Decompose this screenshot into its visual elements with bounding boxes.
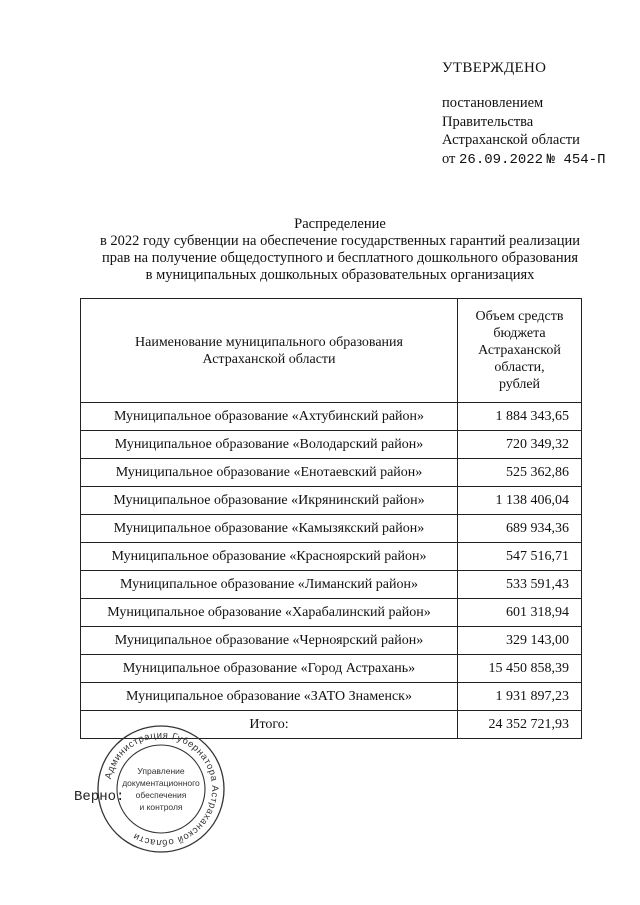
- stamp-inner-line-2: документационного: [122, 778, 200, 788]
- municipality-name: Муниципальное образование «Харабалинский район»: [81, 599, 458, 627]
- title-line-4: в муниципальных дошкольных образовательных организациях: [145, 267, 535, 283]
- table-row: [81, 431, 582, 459]
- table-row: [81, 571, 582, 599]
- amount-value: 720 349,32: [458, 431, 582, 459]
- amount-value: 601 318,94: [458, 599, 582, 627]
- decree-line-3: Астраханской области: [442, 132, 580, 148]
- amount-value: 1 931 897,23: [458, 683, 582, 711]
- column-header-name: [81, 299, 458, 403]
- amount-value: 1 138 406,04: [458, 487, 582, 515]
- decree-number: № 454-П: [546, 151, 606, 168]
- table-row: [81, 487, 582, 515]
- table-row: [81, 543, 582, 571]
- municipality-name: Муниципальное образование «Красноярский район»: [81, 543, 458, 571]
- total-amount: 24 352 721,93: [458, 711, 582, 739]
- approved-heading: УТВЕРЖДЕНО: [442, 60, 547, 76]
- stamp-inner-line-3: обеспечения: [135, 790, 187, 800]
- decree-line-4: [442, 150, 605, 170]
- column-header-amount-line-3: Астраханской: [478, 343, 561, 358]
- column-header-amount-line-1: Объем средств: [475, 309, 564, 324]
- decree-reference: [442, 94, 605, 169]
- column-header-name-line-2: Астраханской области: [202, 351, 336, 367]
- table-row: [81, 515, 582, 543]
- stamp-inner-ring: [117, 745, 205, 833]
- amount-value: 689 934,36: [458, 515, 582, 543]
- amount-value: 15 450 858,39: [458, 655, 582, 683]
- amount-value: 547 516,71: [458, 543, 582, 571]
- title-line-1: Распределение: [294, 216, 386, 232]
- column-header-amount: [458, 299, 582, 403]
- table-header-row: [81, 299, 582, 403]
- column-header-amount-line-5: рублей: [498, 377, 541, 392]
- document-title: [60, 216, 620, 284]
- table-row: [81, 403, 582, 431]
- title-line-3: прав на получение общедоступного и бесплатного дошкольного образования: [101, 250, 579, 266]
- table-row: [81, 627, 582, 655]
- stamp-inner-line-4: и контроля: [139, 802, 183, 812]
- total-label: Итого:: [81, 711, 458, 739]
- amount-value: 525 362,86: [458, 459, 582, 487]
- municipality-name: Муниципальное образование «Город Астрахань»: [81, 655, 458, 683]
- municipality-name: Муниципальное образование «ЗАТО Знаменск»: [81, 683, 458, 711]
- amount-value: 1 884 343,65: [458, 403, 582, 431]
- column-header-amount-line-2: бюджета: [493, 326, 546, 341]
- municipality-name: Муниципальное образование «Икрянинский район»: [81, 487, 458, 515]
- decree-prefix: от: [442, 150, 456, 167]
- municipality-name: Муниципальное образование «Енотаевский район»: [81, 459, 458, 487]
- distribution-table: [80, 298, 582, 739]
- table-row: [81, 655, 582, 683]
- amount-value: 533 591,43: [458, 571, 582, 599]
- decree-date: 26.09.2022: [459, 151, 544, 168]
- table-row: [81, 599, 582, 627]
- municipality-name: Муниципальное образование «Ахтубинский район»: [81, 403, 458, 431]
- municipality-name: Муниципальное образование «Лиманский район»: [81, 571, 458, 599]
- table-row: [81, 683, 582, 711]
- decree-line-2: Правительства: [442, 113, 534, 130]
- table-row: [81, 459, 582, 487]
- municipality-name: Муниципальное образование «Камызякский район»: [81, 515, 458, 543]
- decree-line-1: постановлением: [442, 95, 544, 111]
- municipality-name: Муниципальное образование «Володарский район»: [81, 431, 458, 459]
- municipality-name: Муниципальное образование «Черноярский район»: [81, 627, 458, 655]
- column-header-amount-line-4: области,: [494, 360, 545, 375]
- title-line-2: в 2022 году субвенции на обеспечение государственных гарантий реализации: [99, 233, 581, 249]
- amount-value: 329 143,00: [458, 627, 582, 655]
- stamp-ring-text: Администрация Губернатора Астраханской области: [103, 729, 221, 849]
- stamp-inner-line-1: Управление: [137, 766, 185, 776]
- column-header-name-line-1: Наименование муниципального образования: [135, 334, 403, 350]
- verno-label: Верно:: [74, 789, 125, 805]
